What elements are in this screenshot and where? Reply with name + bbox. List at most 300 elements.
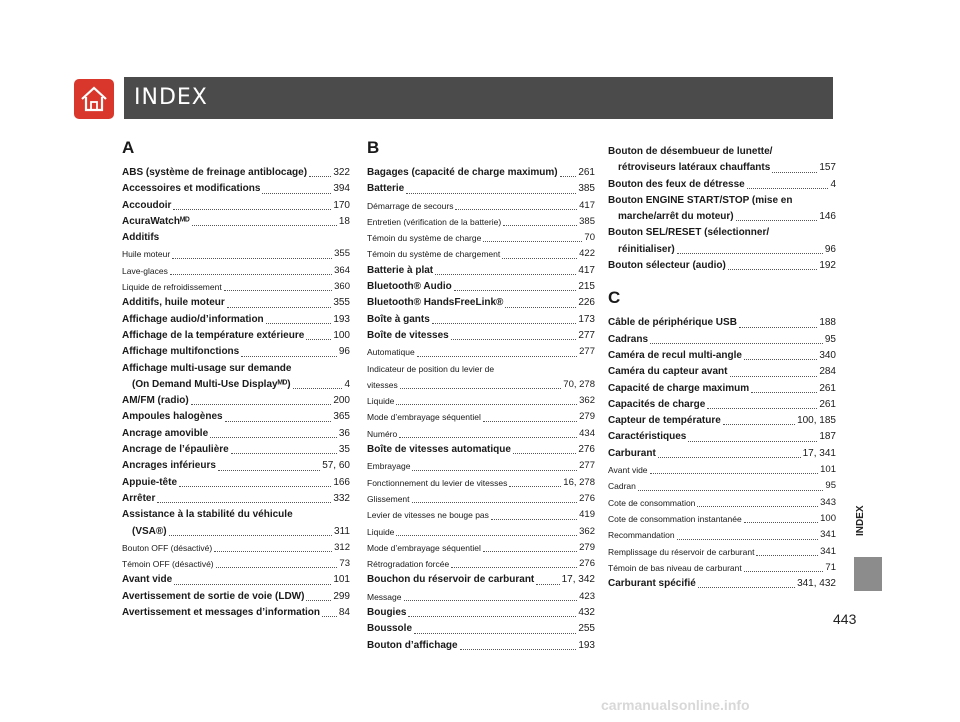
entry-term: Boîte de vitesses automatique xyxy=(367,444,511,456)
entry-term: Additifs, huile moteur xyxy=(122,297,225,309)
entry-term: Bouton OFF (désactivé) xyxy=(122,542,213,553)
index-subentry[interactable] xyxy=(367,198,595,214)
entry-page-ref[interactable]: 419 xyxy=(579,509,595,521)
index-entry[interactable] xyxy=(122,312,350,328)
index-entry[interactable] xyxy=(122,458,350,474)
dot-leader xyxy=(460,649,577,650)
index-entry[interactable] xyxy=(122,589,350,605)
index-entry[interactable] xyxy=(608,446,836,462)
index-entry-heading: Affichage multi-usage sur demande xyxy=(122,362,292,374)
entry-term: Bougies xyxy=(367,607,407,619)
entry-term: Huile moteur xyxy=(122,249,171,260)
entry-page-ref[interactable]: 35 xyxy=(338,444,350,456)
entry-term: (On Demand Multi-Use Displayᴹᴰ) xyxy=(132,378,291,390)
index-entry[interactable] xyxy=(122,605,350,621)
entry-term: Bagages (capacité de charge maximum) xyxy=(367,167,558,178)
index-entry[interactable] xyxy=(608,429,836,445)
section-letter-c: C xyxy=(608,288,621,308)
entry-page-ref[interactable]: 261 xyxy=(578,167,595,178)
entry-page-ref[interactable]: 385 xyxy=(579,215,595,227)
dot-leader xyxy=(707,408,817,409)
index-entry[interactable] xyxy=(367,312,595,328)
index-entry[interactable] xyxy=(122,181,350,197)
dot-leader xyxy=(192,225,337,226)
watermark: carmanualsonline.info xyxy=(601,697,750,713)
entry-page-ref[interactable]: 394 xyxy=(333,183,350,195)
dot-leader xyxy=(638,490,824,491)
entry-term: Remplissage du réservoir de carburant xyxy=(608,546,755,557)
index-entry[interactable] xyxy=(122,426,350,442)
index-entry[interactable] xyxy=(367,638,595,654)
entry-page-ref[interactable]: 192 xyxy=(819,260,836,272)
index-subentry[interactable] xyxy=(608,527,836,543)
entry-page-ref[interactable]: 70, 278 xyxy=(563,378,595,390)
entry-term: Ancrage amovible xyxy=(122,427,209,439)
dot-leader xyxy=(309,176,331,177)
dot-leader xyxy=(306,600,331,601)
entry-page-ref[interactable]: 100 xyxy=(333,329,350,341)
index-subentry[interactable] xyxy=(367,458,595,474)
entry-page-ref[interactable]: 96 xyxy=(338,346,350,358)
dot-leader xyxy=(169,535,332,536)
entry-page-ref[interactable]: 417 xyxy=(579,199,595,211)
index-subentry[interactable] xyxy=(367,344,595,360)
entry-page-ref[interactable]: 4 xyxy=(344,378,350,390)
entry-term: Témoin OFF (désactivé) xyxy=(122,559,214,570)
entry-page-ref[interactable]: 73 xyxy=(339,558,350,570)
index-subentry[interactable] xyxy=(367,426,595,442)
entry-page-ref[interactable]: 261 xyxy=(819,398,836,410)
entry-term: Liquide de refroidissement xyxy=(122,282,222,293)
entry-page-ref[interactable]: 187 xyxy=(819,431,836,443)
index-entry[interactable] xyxy=(367,621,595,637)
dot-leader xyxy=(454,290,577,291)
dot-leader xyxy=(730,376,818,377)
entry-term: Automatique xyxy=(367,347,415,358)
entry-page-ref[interactable]: 364 xyxy=(334,264,350,276)
entry-page-ref[interactable]: 277 xyxy=(579,460,595,472)
dot-leader xyxy=(723,424,795,425)
entry-page-ref[interactable]: 96 xyxy=(824,243,836,255)
index-entry[interactable] xyxy=(122,344,350,360)
index-entry[interactable] xyxy=(367,263,595,279)
entry-term: Ancrages inférieurs xyxy=(122,460,216,472)
entry-term: ABS (système de freinage antiblocage) xyxy=(122,167,308,178)
index-entry[interactable] xyxy=(608,381,836,397)
dot-leader xyxy=(744,359,817,360)
index-entry[interactable] xyxy=(608,364,836,380)
index-side-tab[interactable] xyxy=(855,485,881,557)
index-entry[interactable] xyxy=(608,413,836,429)
dot-leader xyxy=(483,551,577,552)
entry-page-ref[interactable]: 322 xyxy=(333,167,350,178)
index-entry[interactable] xyxy=(608,258,836,274)
dot-leader xyxy=(218,470,320,471)
dot-leader xyxy=(697,506,818,507)
entry-term: AcuraWatchᴹᴰ xyxy=(122,215,190,227)
index-entry[interactable] xyxy=(367,295,595,311)
entry-page-ref[interactable]: 70 xyxy=(584,232,595,244)
index-subentry[interactable] xyxy=(367,589,595,605)
dot-leader xyxy=(266,323,332,324)
entry-page-ref[interactable]: 276 xyxy=(579,492,595,504)
index-subentry[interactable] xyxy=(367,556,595,572)
dot-leader xyxy=(404,600,578,601)
index-entry[interactable] xyxy=(122,214,350,230)
index-subentry[interactable] xyxy=(367,507,595,523)
dot-leader xyxy=(451,339,577,340)
entry-page-ref[interactable]: 277 xyxy=(578,329,595,341)
entry-term: Liquide xyxy=(367,396,395,407)
entry-page-ref[interactable]: 422 xyxy=(579,248,595,260)
entry-term: Affichage multifonctions xyxy=(122,346,240,358)
dot-leader xyxy=(650,473,819,474)
index-entry[interactable] xyxy=(367,165,595,181)
index-subentry[interactable] xyxy=(367,230,595,246)
entry-page-ref[interactable]: 173 xyxy=(578,313,595,325)
entry-page-ref[interactable]: 312 xyxy=(334,541,350,553)
entry-term: Témoin du système de chargement xyxy=(367,249,501,260)
entry-page-ref[interactable]: 100 xyxy=(820,512,836,524)
entry-page-ref[interactable]: 36 xyxy=(338,427,350,439)
tab-marker xyxy=(854,557,882,591)
entry-term: Rétrogradation forcée xyxy=(367,559,450,570)
index-subentry[interactable] xyxy=(367,246,595,262)
index-entry[interactable] xyxy=(122,165,350,181)
entry-term: Lave-glaces xyxy=(122,265,168,276)
index-entry[interactable] xyxy=(122,393,350,409)
index-subentry[interactable] xyxy=(122,279,350,295)
entry-page-ref[interactable]: 434 xyxy=(579,427,595,439)
entry-page-ref[interactable]: 355 xyxy=(334,248,350,260)
dot-leader xyxy=(225,421,332,422)
index-entry[interactable] xyxy=(122,295,350,311)
entry-page-ref[interactable]: 95 xyxy=(825,480,836,492)
dot-leader xyxy=(650,343,823,344)
index-entry-heading: Assistance à la stabilité du véhicule xyxy=(122,509,293,521)
entry-page-ref[interactable]: 432 xyxy=(578,607,595,619)
entry-page-ref[interactable]: 166 xyxy=(333,476,350,488)
dot-leader xyxy=(172,258,332,259)
entry-term: Numéro xyxy=(367,428,398,439)
entry-term: Bouchon du réservoir de carburant xyxy=(367,574,535,586)
entry-term: Batterie à plat xyxy=(367,264,434,276)
index-subentry[interactable] xyxy=(608,462,836,478)
entry-page-ref[interactable]: 355 xyxy=(333,297,350,309)
entry-term: (VSA®) xyxy=(132,525,167,537)
entry-term: Affichage audio/d’information xyxy=(122,313,264,325)
index-column-1 xyxy=(122,138,350,621)
index-list xyxy=(122,165,350,621)
index-entry[interactable] xyxy=(122,442,350,458)
entry-page-ref[interactable]: 146 xyxy=(819,211,836,223)
dot-leader xyxy=(406,193,576,194)
entry-page-ref[interactable]: 188 xyxy=(819,317,836,329)
dot-leader xyxy=(224,290,332,291)
entry-page-ref[interactable]: 417 xyxy=(578,264,595,276)
entry-page-ref[interactable]: 200 xyxy=(333,395,350,407)
entry-term: AM/FM (radio) xyxy=(122,395,189,407)
dot-leader xyxy=(483,421,577,422)
entry-page-ref[interactable]: 95 xyxy=(824,333,836,345)
index-entry[interactable] xyxy=(608,209,836,225)
entry-page-ref[interactable]: 84 xyxy=(338,607,350,619)
entry-term: rétroviseurs latéraux chauffants xyxy=(618,162,771,174)
entry-page-ref[interactable]: 215 xyxy=(578,281,595,293)
entry-page-ref[interactable]: 193 xyxy=(333,313,350,325)
entry-page-ref[interactable]: 360 xyxy=(334,281,350,293)
entry-page-ref[interactable]: 276 xyxy=(578,444,595,456)
entry-term: Mode d’embrayage séquentiel xyxy=(367,412,481,423)
dot-leader xyxy=(751,392,817,393)
entry-term: Cote de consommation xyxy=(608,497,696,508)
index-entry[interactable] xyxy=(608,397,836,413)
index-subentry[interactable] xyxy=(367,491,595,507)
dot-leader xyxy=(536,584,559,585)
index-entry[interactable] xyxy=(367,572,595,588)
entry-term: Fonctionnement du levier de vitesses xyxy=(367,477,508,488)
entry-page-ref[interactable]: 100, 185 xyxy=(797,415,836,427)
entry-page-ref[interactable]: 277 xyxy=(579,346,595,358)
dot-leader xyxy=(560,176,577,177)
entry-page-ref[interactable]: 340 xyxy=(819,349,836,361)
index-entry[interactable] xyxy=(608,332,836,348)
dot-leader xyxy=(503,225,577,226)
entry-page-ref[interactable]: 279 xyxy=(579,541,595,553)
index-entry[interactable] xyxy=(122,198,350,214)
entry-page-ref[interactable]: 255 xyxy=(578,623,595,635)
index-subentry[interactable] xyxy=(122,246,350,262)
entry-term: Témoin de bas niveau de carburant xyxy=(608,562,742,573)
index-subentry[interactable] xyxy=(122,540,350,556)
dot-leader xyxy=(744,522,818,523)
entry-term: Démarrage de secours xyxy=(367,200,454,211)
index-entry[interactable] xyxy=(122,572,350,588)
index-column-2 xyxy=(367,138,595,654)
entry-term: Message xyxy=(367,591,402,602)
dot-leader xyxy=(412,502,578,503)
entry-term: Capacité de charge maximum xyxy=(608,382,750,394)
dot-leader xyxy=(451,567,577,568)
entry-term: Carburant xyxy=(608,447,656,459)
dot-leader xyxy=(396,404,577,405)
index-subentry[interactable] xyxy=(367,409,595,425)
entry-term: Entretien (vérification de la batterie) xyxy=(367,216,502,227)
entry-page-ref[interactable]: 311 xyxy=(334,525,350,537)
entry-term: Accessoires et modifications xyxy=(122,183,261,195)
entry-term: Cadran xyxy=(608,481,636,492)
dot-leader xyxy=(505,307,576,308)
entry-term: vitesses xyxy=(367,379,398,390)
entry-page-ref[interactable]: 71 xyxy=(825,561,836,573)
dot-leader xyxy=(417,356,577,357)
entry-page-ref[interactable]: 261 xyxy=(819,382,836,394)
entry-term: Avant vide xyxy=(122,574,173,586)
index-entry[interactable] xyxy=(122,475,350,491)
entry-page-ref[interactable]: 193 xyxy=(578,639,595,651)
entry-term: Appuie-tête xyxy=(122,476,177,488)
index-entry[interactable] xyxy=(122,377,350,393)
entry-page-ref[interactable]: 365 xyxy=(333,411,350,423)
entry-term: Cote de consommation instantanée xyxy=(608,513,742,524)
index-subentry[interactable] xyxy=(367,214,595,230)
page-number: 443 xyxy=(833,611,857,627)
entry-page-ref[interactable]: 423 xyxy=(579,590,595,602)
index-entry[interactable] xyxy=(608,242,836,258)
index-entry[interactable] xyxy=(122,491,350,507)
entry-page-ref[interactable]: 157 xyxy=(819,162,836,174)
index-entry-heading: Indicateur de position du levier de xyxy=(367,363,495,374)
dot-leader xyxy=(408,616,576,617)
dot-leader xyxy=(698,587,795,588)
dot-leader xyxy=(747,188,829,189)
dot-leader xyxy=(179,486,331,487)
dot-leader xyxy=(455,209,577,210)
dot-leader xyxy=(306,339,331,340)
entry-page-ref[interactable]: 17, 341 xyxy=(802,447,836,459)
home-icon xyxy=(79,84,109,114)
entry-term: Boussole xyxy=(367,623,413,635)
dot-leader xyxy=(677,539,819,540)
index-entry[interactable] xyxy=(367,181,595,197)
index-entry[interactable] xyxy=(608,348,836,364)
entry-page-ref[interactable]: 299 xyxy=(333,590,350,602)
section-letter-a: A xyxy=(122,138,135,157)
dot-leader xyxy=(400,388,562,389)
home-button[interactable] xyxy=(74,79,114,119)
index-subentry[interactable] xyxy=(608,511,836,527)
index-subentry[interactable] xyxy=(367,393,595,409)
entry-term: Témoin du système de charge xyxy=(367,233,482,244)
entry-page-ref[interactable]: 16, 278 xyxy=(563,476,595,488)
entry-page-ref[interactable]: 17, 342 xyxy=(561,574,595,586)
entry-page-ref[interactable]: 284 xyxy=(819,366,836,378)
dot-leader xyxy=(658,457,801,458)
entry-term: marche/arrêt du moteur) xyxy=(618,211,734,223)
entry-page-ref[interactable]: 362 xyxy=(579,395,595,407)
entry-page-ref[interactable]: 101 xyxy=(820,464,836,476)
dot-leader xyxy=(262,193,331,194)
entry-term: Bouton des feux de détresse xyxy=(608,178,745,190)
entry-term: Recommandation xyxy=(608,530,675,541)
entry-term: Accoudoir xyxy=(122,199,172,211)
dot-leader xyxy=(412,470,577,471)
index-entry[interactable] xyxy=(367,279,595,295)
index-entry[interactable] xyxy=(122,409,350,425)
entry-page-ref[interactable]: 101 xyxy=(333,574,350,586)
index-entry[interactable] xyxy=(608,160,836,176)
index-subentry[interactable] xyxy=(367,377,595,393)
index-subentry[interactable] xyxy=(608,544,836,560)
index-subentry[interactable] xyxy=(367,524,595,540)
index-entry-heading: Bouton ENGINE START/STOP (mise en xyxy=(608,194,793,206)
entry-term: Caméra du capteur avant xyxy=(608,366,728,378)
dot-leader xyxy=(483,241,582,242)
index-subentry[interactable] xyxy=(367,475,595,491)
entry-term: Avant vide xyxy=(608,465,648,476)
index-entry-heading: Bouton de désembueur de lunette/ xyxy=(608,146,773,157)
dot-leader xyxy=(744,571,824,572)
index-subentry[interactable] xyxy=(122,263,350,279)
index-subentry[interactable] xyxy=(122,556,350,572)
dot-leader xyxy=(772,172,817,173)
index-entry[interactable] xyxy=(367,442,595,458)
dot-leader xyxy=(214,551,332,552)
entry-term: Arrêter xyxy=(122,492,156,504)
page-title: INDEX xyxy=(134,85,208,110)
dot-leader xyxy=(414,633,576,634)
dot-leader xyxy=(191,404,332,405)
entry-page-ref[interactable]: 362 xyxy=(579,525,595,537)
dot-leader xyxy=(157,502,331,503)
entry-page-ref[interactable]: 276 xyxy=(579,558,595,570)
entry-term: Boîte de vitesses xyxy=(367,329,449,341)
index-list xyxy=(608,315,836,592)
entry-term: Capacités de charge xyxy=(608,398,706,410)
index-entry[interactable] xyxy=(608,315,836,331)
entry-page-ref[interactable]: 332 xyxy=(333,492,350,504)
index-entry[interactable] xyxy=(367,328,595,344)
entry-term: Boîte à gants xyxy=(367,313,430,325)
entry-page-ref[interactable]: 279 xyxy=(579,411,595,423)
index-subentry[interactable] xyxy=(608,495,836,511)
entry-term: Carburant spécifié xyxy=(608,578,696,590)
dot-leader xyxy=(241,356,337,357)
index-subentry[interactable] xyxy=(608,478,836,494)
dot-leader xyxy=(435,274,576,275)
entry-page-ref[interactable]: 57, 60 xyxy=(322,460,350,472)
dot-leader xyxy=(513,453,576,454)
index-entry[interactable] xyxy=(367,605,595,621)
dot-leader xyxy=(231,453,337,454)
dot-leader xyxy=(173,209,331,210)
dot-leader xyxy=(432,323,577,324)
entry-page-ref[interactable]: 4 xyxy=(830,178,836,190)
dot-leader xyxy=(322,616,337,617)
dot-leader xyxy=(227,307,332,308)
entry-page-ref[interactable]: 341 xyxy=(820,545,836,557)
entry-term: Cadrans xyxy=(608,333,649,345)
entry-page-ref[interactable]: 341, 432 xyxy=(797,578,836,590)
entry-page-ref[interactable]: 18 xyxy=(338,215,350,227)
entry-page-ref[interactable]: 385 xyxy=(578,183,595,195)
entry-term: Bluetooth® Audio xyxy=(367,281,452,293)
index-subentry[interactable] xyxy=(608,560,836,576)
index-entry[interactable] xyxy=(122,328,350,344)
entry-page-ref[interactable]: 226 xyxy=(578,297,595,309)
entry-page-ref[interactable]: 343 xyxy=(820,496,836,508)
dot-leader xyxy=(210,437,337,438)
dot-leader xyxy=(170,274,332,275)
dot-leader xyxy=(396,535,577,536)
entry-term: réinitialiser) xyxy=(618,243,675,255)
index-subentry[interactable] xyxy=(367,540,595,556)
entry-page-ref[interactable]: 170 xyxy=(333,199,350,211)
entry-term: Glissement xyxy=(367,493,410,504)
entry-term: Caractéristiques xyxy=(608,431,687,443)
index-list xyxy=(608,144,836,274)
dot-leader xyxy=(502,258,577,259)
index-entry-heading: Additifs xyxy=(122,232,160,244)
entry-term: Affichage de la température extérieure xyxy=(122,329,305,341)
index-entry[interactable] xyxy=(608,177,836,193)
index-entry[interactable] xyxy=(122,524,350,540)
index-entry[interactable] xyxy=(608,576,836,592)
entry-term: Avertissement de sortie de voie (LDW) xyxy=(122,590,305,602)
entry-page-ref[interactable]: 341 xyxy=(820,529,836,541)
entry-term: Levier de vitesses ne bouge pas xyxy=(367,510,489,521)
dot-leader xyxy=(739,327,817,328)
